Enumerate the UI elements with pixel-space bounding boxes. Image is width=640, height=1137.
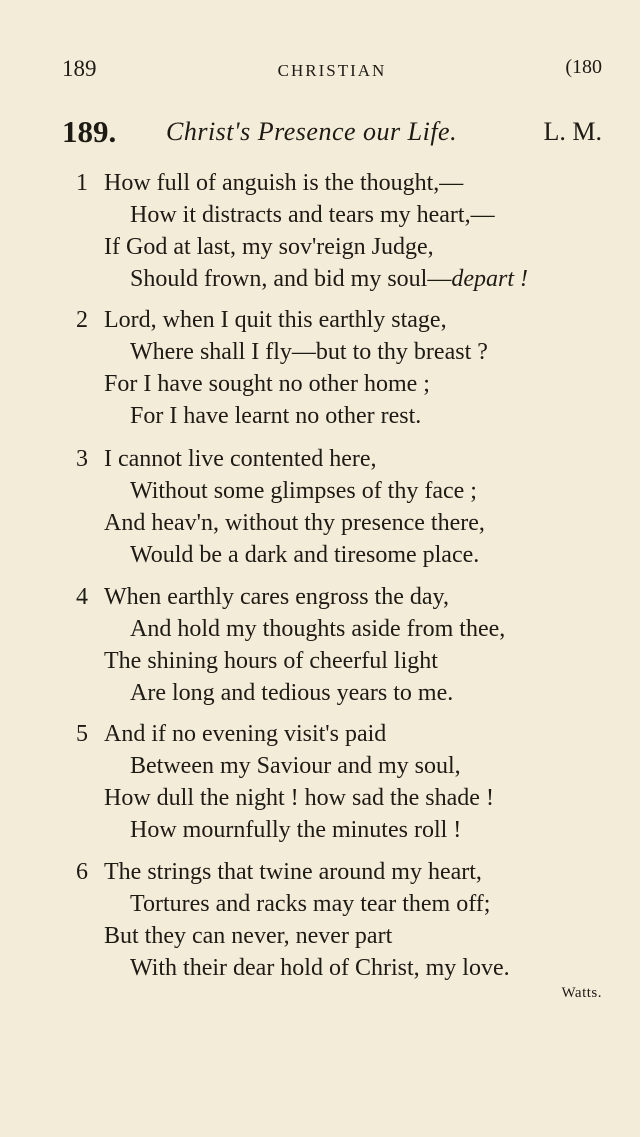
- running-title: CHRISTIAN: [277, 61, 387, 80]
- hymn-author: Watts.: [561, 985, 602, 1001]
- verse-line-with-emphasis: [130, 263, 528, 295]
- stanza-number: 5: [76, 721, 88, 747]
- verse-line: How full of anguish is the thought,—: [104, 170, 464, 196]
- stanza-number: 6: [76, 859, 88, 885]
- verse-line: How it distracts and tears my heart,—: [130, 202, 495, 228]
- hymn-heading: [62, 114, 602, 154]
- verse-line: With their dear hold of Christ, my love.: [130, 955, 510, 981]
- hymn-title: Christ's Presence our Life.: [166, 117, 458, 146]
- emphasized-word: depart !: [451, 266, 528, 292]
- verse-line: And if no evening visit's paid: [104, 721, 387, 747]
- verse-line: When earthly cares engross the day,: [104, 584, 449, 610]
- stanza-number: 4: [76, 584, 88, 610]
- verse-line: I cannot live contented here,: [104, 446, 377, 472]
- verse-line: For I have learnt no other rest.: [130, 403, 422, 429]
- hymn-meter: L. M.: [543, 117, 602, 146]
- verse-line: How dull the night ! how sad the shade !: [104, 785, 494, 811]
- stanza-number: 1: [76, 170, 88, 196]
- verse-line: How mournfully the minutes roll !: [130, 817, 462, 843]
- page-number: 189: [62, 56, 97, 81]
- verse-line: And hold my thoughts aside from thee,: [130, 616, 506, 642]
- right-margin-mark: (180: [565, 56, 602, 78]
- verse-line: Without some glimpses of thy face ;: [130, 478, 477, 504]
- verse-line: The strings that twine around my heart,: [104, 859, 482, 885]
- verse-line: Tortures and racks may tear them off;: [130, 891, 491, 917]
- running-header: [62, 56, 602, 86]
- verse-line: Would be a dark and tiresome place.: [130, 542, 480, 568]
- verse-line: But they can never, never part: [104, 923, 393, 949]
- verse-line-text: Should frown, and bid my soul—: [130, 266, 452, 292]
- verse-line: Where shall I fly—but to thy breast ?: [130, 339, 488, 365]
- verse-line: The shining hours of cheerful light: [104, 648, 438, 674]
- verse-line: Lord, when I quit this earthly stage,: [104, 307, 447, 333]
- stanza-number: 3: [76, 446, 88, 472]
- hymn-number: 189.: [62, 114, 117, 149]
- verse-line: If God at last, my sov'reign Judge,: [104, 234, 434, 260]
- verse-line: Between my Saviour and my soul,: [130, 753, 461, 779]
- verse-line: For I have sought no other home ;: [104, 371, 430, 397]
- verse-line: And heav'n, without thy presence there,: [104, 510, 485, 536]
- verse-line: Are long and tedious years to me.: [130, 680, 454, 706]
- stanza-number: 2: [76, 307, 88, 333]
